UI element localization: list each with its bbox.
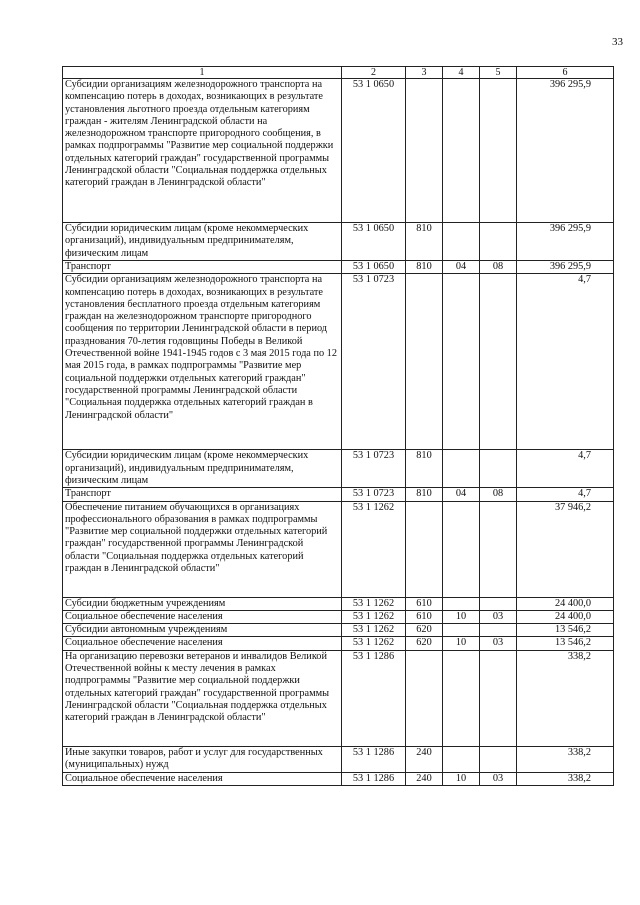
row-section (443, 597, 480, 610)
row-amount: 338,2 (517, 746, 614, 772)
row-amount: 338,2 (517, 772, 614, 785)
row-expense-type: 610 (406, 610, 443, 623)
row-code: 53 1 1286 (342, 772, 406, 785)
row-section (443, 450, 480, 488)
row-code: 53 1 1262 (342, 610, 406, 623)
row-expense-type: 240 (406, 772, 443, 785)
row-description: Субсидии юридическим лицам (кроме некоммерческих организаций), индивидуальным предпринимателям, физическим лицам (63, 223, 342, 261)
row-section (443, 274, 480, 450)
row-expense-type (406, 274, 443, 450)
table-row (63, 772, 614, 785)
row-amount: 338,2 (517, 650, 614, 746)
row-description: Субсидии организациям железнодорожного транспорта на компенсацию потерь в доходах, возникающих в результате установления бесплатного проезда отдельным категориям граждан на железнодорожном транспорте пригородного сообщения по территории Ленинградской области в период празднования 70-летия годовщины Победы в Великой Отечественной войне 1941-1945 годов с 3 мая 2015 года по 12 мая 2015 года, в рамках подпрограммы "Развитие мер социальной поддержки отдельных категорий граждан" государственной программы Ленинградской области "Социальная поддержка отдельных категорий граждан в Ленинградской области" (63, 274, 342, 450)
table-row (63, 637, 614, 650)
row-code: 53 1 1262 (342, 624, 406, 637)
row-section (443, 223, 480, 261)
row-code: 53 1 1286 (342, 746, 406, 772)
row-subsection: 08 (480, 261, 517, 274)
row-expense-type (406, 79, 443, 223)
table-row (63, 501, 614, 597)
table-row (63, 450, 614, 488)
row-section (443, 79, 480, 223)
row-subsection: 03 (480, 610, 517, 623)
row-amount: 4,7 (517, 450, 614, 488)
row-expense-type: 620 (406, 624, 443, 637)
row-description: Субсидии бюджетным учреждениям (63, 597, 342, 610)
budget-table (62, 66, 614, 786)
table-row (63, 624, 614, 637)
row-section: 10 (443, 772, 480, 785)
row-section (443, 501, 480, 597)
table-row (63, 597, 614, 610)
row-amount: 396 295,9 (517, 261, 614, 274)
row-subsection: 03 (480, 637, 517, 650)
row-expense-type: 610 (406, 597, 443, 610)
table-row (63, 650, 614, 746)
row-subsection: 08 (480, 488, 517, 501)
row-section: 10 (443, 610, 480, 623)
row-amount: 13 546,2 (517, 624, 614, 637)
row-section (443, 746, 480, 772)
row-amount: 24 400,0 (517, 597, 614, 610)
row-amount: 24 400,0 (517, 610, 614, 623)
row-subsection (480, 597, 517, 610)
table-row (63, 488, 614, 501)
row-code: 53 1 0723 (342, 274, 406, 450)
row-section: 04 (443, 488, 480, 501)
row-subsection (480, 501, 517, 597)
header-cell: 5 (480, 67, 517, 79)
row-description: Социальное обеспечение населения (63, 610, 342, 623)
row-description: Субсидии юридическим лицам (кроме некоммерческих организаций), индивидуальным предпринимателям, физическим лицам (63, 450, 342, 488)
row-subsection (480, 450, 517, 488)
row-subsection (480, 650, 517, 746)
row-expense-type: 810 (406, 488, 443, 501)
row-expense-type: 620 (406, 637, 443, 650)
row-expense-type (406, 501, 443, 597)
row-subsection: 03 (480, 772, 517, 785)
row-subsection (480, 223, 517, 261)
row-description: На организацию перевозки ветеранов и инвалидов Великой Отечественной войны к месту лечения в рамках подпрограммы "Развитие мер социальной поддержки отдельных категорий граждан" государственной программы Ленинградской области "Социальная поддержка отдельных категорий граждан в Ленинградской области" (63, 650, 342, 746)
header-cell: 6 (517, 67, 614, 79)
page-number: 33 (612, 36, 623, 48)
row-amount: 4,7 (517, 488, 614, 501)
row-section: 10 (443, 637, 480, 650)
header-cell: 4 (443, 67, 480, 79)
header-cell: 1 (63, 67, 342, 79)
row-code: 53 1 1262 (342, 501, 406, 597)
row-description: Обеспечение питанием обучающихся в организациях профессионального образования в рамках подпрограммы "Развитие мер социальной поддержки отдельных категорий граждан" государственной программы Ленинградской области "Социальная поддержка отдельных категорий граждан в Ленинградской области" (63, 501, 342, 597)
row-expense-type (406, 650, 443, 746)
table-header-row (63, 67, 614, 79)
row-amount: 396 295,9 (517, 79, 614, 223)
row-description: Субсидии автономным учреждениям (63, 624, 342, 637)
row-amount: 4,7 (517, 274, 614, 450)
header-cell: 3 (406, 67, 443, 79)
row-description: Субсидии организациям железнодорожного транспорта на компенсацию потерь в доходах, возникающих в результате установления льготного проезда отдельным категориям граждан - жителям Ленинградской области на железнодорожном транспорте пригородного сообщения, в рамках подпрограммы "Развитие мер социальной поддержки отдельных категорий граждан" государственной программы Ленинградской области "Социальная поддержка отдельных категорий граждан в Ленинградской области" (63, 79, 342, 223)
row-code: 53 1 0650 (342, 223, 406, 261)
row-subsection (480, 274, 517, 450)
row-amount: 37 946,2 (517, 501, 614, 597)
row-description: Социальное обеспечение населения (63, 772, 342, 785)
row-amount: 13 546,2 (517, 637, 614, 650)
table-row (63, 274, 614, 450)
row-subsection (480, 746, 517, 772)
row-expense-type: 810 (406, 261, 443, 274)
row-section (443, 650, 480, 746)
row-code: 53 1 1262 (342, 597, 406, 610)
row-code: 53 1 1286 (342, 650, 406, 746)
row-description: Социальное обеспечение населения (63, 637, 342, 650)
table-row (63, 79, 614, 223)
row-description: Транспорт (63, 488, 342, 501)
row-expense-type: 810 (406, 223, 443, 261)
table-row (63, 223, 614, 261)
row-subsection (480, 79, 517, 223)
row-expense-type: 240 (406, 746, 443, 772)
row-code: 53 1 0650 (342, 79, 406, 223)
row-code: 53 1 1262 (342, 637, 406, 650)
row-section: 04 (443, 261, 480, 274)
row-expense-type: 810 (406, 450, 443, 488)
row-section (443, 624, 480, 637)
table-row (63, 746, 614, 772)
row-subsection (480, 624, 517, 637)
row-code: 53 1 0723 (342, 488, 406, 501)
row-description: Транспорт (63, 261, 342, 274)
table-row (63, 610, 614, 623)
row-code: 53 1 0723 (342, 450, 406, 488)
table-row (63, 261, 614, 274)
row-code: 53 1 0650 (342, 261, 406, 274)
row-amount: 396 295,9 (517, 223, 614, 261)
header-cell: 2 (342, 67, 406, 79)
row-description: Иные закупки товаров, работ и услуг для государственных (муниципальных) нужд (63, 746, 342, 772)
